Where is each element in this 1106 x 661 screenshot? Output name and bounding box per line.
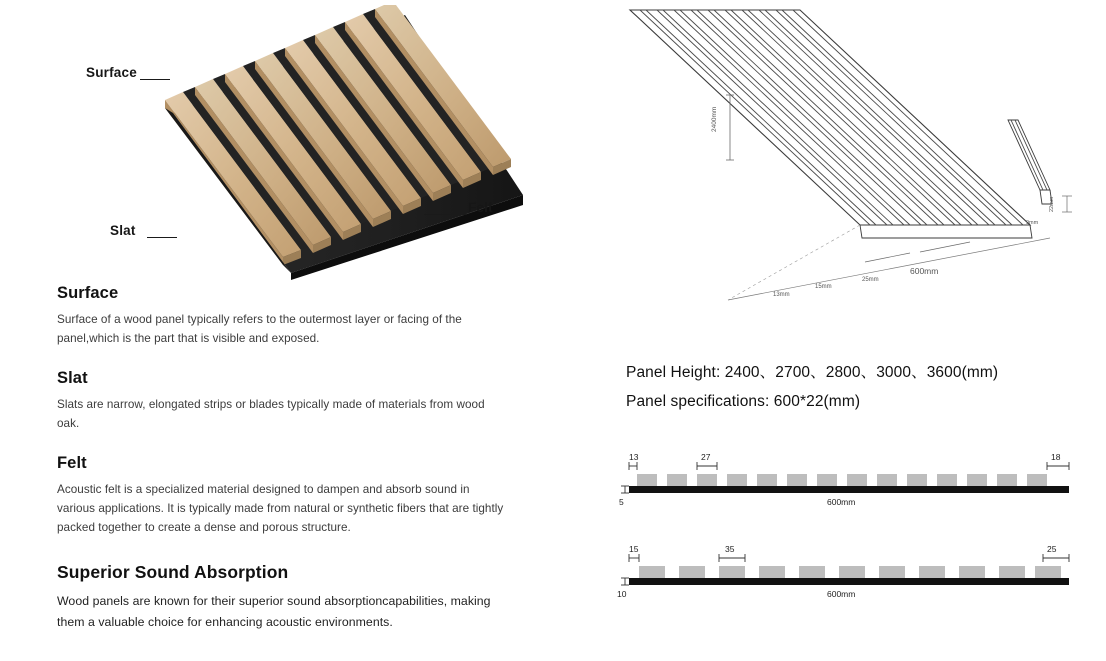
section-heading-felt: Felt <box>57 454 87 472</box>
right-column <box>560 0 1106 661</box>
section-body-slat: Slats are narrow, elongated strips or blades typically made of materials from wood oak. <box>57 398 485 430</box>
callout-leader-surface <box>140 79 170 80</box>
section-slat <box>57 369 507 434</box>
section-felt <box>57 454 507 538</box>
callout-label-surface: Surface <box>86 65 137 80</box>
isometric-technical-drawing <box>610 0 1090 330</box>
cross-section-profile-b <box>615 540 1085 610</box>
section-body-felt: Acoustic felt is a specialized material designed to dampen and absorb sound in various applications. It is typically made from natural or synthetic fibers that are tightly packed together to create a dense and porous structure. <box>57 483 504 534</box>
profile-a-left-gap: 13 <box>629 452 639 462</box>
section-sound-absorption <box>57 562 507 633</box>
profile-b-total-width: 600mm <box>827 589 856 599</box>
section-surface <box>57 284 507 349</box>
profile-a-thickness: 5 <box>619 497 624 507</box>
iso-dim-depth: 9mm <box>1026 220 1039 226</box>
profile-b-slat-width: 35 <box>725 544 735 554</box>
section-heading-surface: Surface <box>57 284 119 302</box>
spec-panel-height: Panel Height: 2400、2700、2800、3000、3600(mm) <box>626 364 999 381</box>
cross-section-profile-a <box>615 448 1085 518</box>
iso-dim-slat: 25mm <box>862 277 879 283</box>
callout-leader-slat <box>147 237 177 238</box>
profile-b-left-gap: 15 <box>629 544 639 554</box>
profile-b-thickness: 10 <box>617 589 627 599</box>
profile-b-right-edge: 25 <box>1047 544 1057 554</box>
section-heading-sound-absorption: Superior Sound Absorption <box>57 562 289 582</box>
section-heading-slat: Slat <box>57 369 88 387</box>
spec-panel-specifications: Panel specifications: 600*22(mm) <box>626 393 861 410</box>
iso-dim-width: 600mm <box>910 266 939 276</box>
callout-label-slat: Slat <box>110 223 136 238</box>
iso-dim-edge: 13mm <box>773 292 790 298</box>
callout-label-felt: Felt <box>468 200 493 215</box>
iso-dim-height: 2400mm <box>711 106 718 132</box>
section-body-sound-absorption: Wood panels are known for their superior sound absorptioncapabilities, making them a valuable choice for enhancing acoustic environments. <box>57 594 491 630</box>
section-body-surface: Surface of a wood panel typically refers to the outermost layer or facing of the panel,which is the part that is visible and exposed. <box>57 313 462 345</box>
profile-a-slat-width: 27 <box>701 452 711 462</box>
profile-a-right-edge: 18 <box>1051 452 1061 462</box>
wood-slat-group <box>165 5 511 265</box>
iso-dim-thickness: 22mm <box>1049 196 1055 212</box>
acoustic-panel-illustration <box>55 5 525 280</box>
callout-leader-felt <box>424 214 466 215</box>
iso-dim-gap: 15mm <box>815 284 832 290</box>
profile-a-total-width: 600mm <box>827 497 856 507</box>
